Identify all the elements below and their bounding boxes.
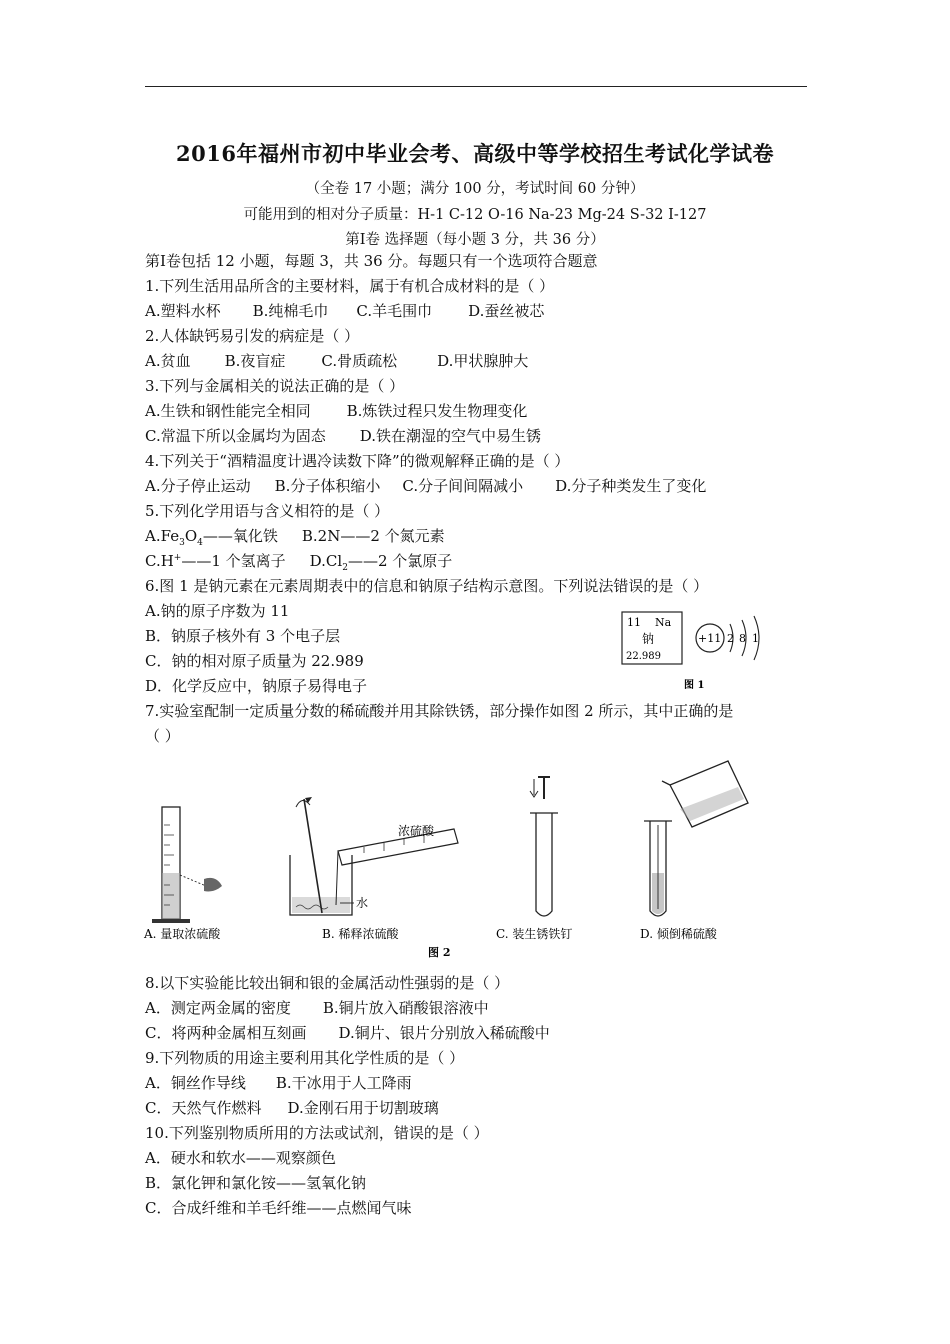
option-b: B.2N——2 个氮元素 (301, 527, 445, 545)
question-10-option-c: C．合成纤维和羊毛纤维——点燃闻气味 (145, 1199, 412, 1217)
caption-d: D. 倾倒稀硫酸 (640, 927, 717, 941)
question-9-options-cd (145, 1098, 439, 1118)
label-conc-acid: 浓硫酸 (398, 824, 435, 838)
option-d: $D.Cl_2——2$ 个氯原子 (309, 552, 453, 573)
option-c: C．将两种金属相互刻画 (145, 1024, 307, 1042)
option-d: D.蚕丝被芯 (468, 302, 545, 320)
caption-a: A. 量取浓硫酸 (144, 927, 221, 941)
option-b: B.纯棉毛巾 (252, 302, 329, 320)
option-d: D.金刚石用于切割玻璃 (287, 1099, 439, 1117)
option-b: B.夜盲症 (224, 352, 286, 370)
option-b: B.铜片放入硝酸银溶液中 (322, 999, 489, 1017)
option-a: A.分子停止运动 (145, 477, 251, 495)
question-8-options-ab (145, 998, 489, 1018)
question-6-option-a: A.钠的原子序数为 11 (145, 602, 290, 620)
option-a: A．测定两金属的密度 (145, 999, 291, 1017)
option-b: B.炼铁过程只发生物理变化 (346, 402, 528, 420)
element-symbol: Na (655, 616, 672, 629)
question-5-options-cd (145, 551, 452, 571)
question-2-options (145, 351, 528, 371)
question-5-options-ab (145, 526, 445, 546)
apparatus-a-cylinder (152, 807, 222, 923)
question-9-options-ab (145, 1073, 412, 1093)
option-a: A．铜丝作导线 (145, 1074, 246, 1092)
question-4-options (145, 476, 706, 496)
top-rule (145, 86, 807, 87)
question-10-option-a: A．硬水和软水——观察颜色 (145, 1149, 336, 1167)
section-heading: 第Ⅰ卷 选择题（每小题 3 分，共 36 分） (345, 232, 605, 248)
question-10-option-b: B．氯化钾和氯化铵——氢氧化钠 (145, 1174, 367, 1192)
down-arrow-icon (530, 779, 538, 797)
figure-2-caption: 图 2 (428, 946, 451, 959)
option-d: D.甲状腺肿大 (437, 352, 529, 370)
option-c: C.分子间间隔减小 (402, 477, 524, 495)
option-d: D.分子种类发生了变化 (555, 477, 707, 495)
apparatus-d-pouring (644, 761, 748, 916)
question-6-option-d: D．化学反应中，钠原子易得电子 (145, 677, 368, 695)
shell-3-electrons: 1 (752, 632, 759, 645)
question-9-stem: 9.下列物质的用途主要利用其化学性质的是（ ） (145, 1049, 465, 1067)
question-2-stem: 2.人体缺钙易引发的病症是（ ） (145, 327, 360, 345)
shell-2-electrons: 8 (739, 632, 746, 645)
option-b: B.干冰用于人工降雨 (275, 1074, 412, 1092)
question-6-option-b: B．钠原子核外有 3 个电子层 (145, 627, 341, 645)
option-c: C.H+——1 个氢离子 (145, 552, 286, 570)
atomic-number: 11 (627, 616, 641, 629)
apparatus-c-test-tube (530, 777, 558, 916)
option-c: C.骨质疏松 (321, 352, 398, 370)
question-1-options (145, 301, 544, 321)
option-c: C.常温下所以金属均为固态 (145, 427, 326, 445)
option-d: D.铁在潮湿的空气中易生锈 (359, 427, 541, 445)
question-1-stem: 1.下列生活用品所含的主要材料，属于有机合成材料的是（ ） (145, 277, 555, 295)
question-4-stem: 4.下列关于“酒精温度计遇冷读数下降”的微观解释正确的是（ ） (145, 452, 570, 470)
label-water: 水 (356, 896, 369, 910)
question-10-stem: 10.下列鉴别物质所用的方法或试剂，错误的是（ ） (145, 1124, 489, 1142)
eye-icon (204, 878, 222, 892)
question-7-stem: 7.实验室配制一定质量分数的稀硫酸并用其除铁锈，部分操作如图 2 所示，其中正确的是 (145, 702, 734, 720)
pouring-stream (336, 851, 338, 905)
option-a: A.塑料水杯 (145, 302, 221, 320)
nuclear-charge: +11 (698, 632, 722, 645)
option-a: A.生铁和钢性能完全相同 (145, 402, 311, 420)
option-b: B.分子体积缩小 (274, 477, 381, 495)
question-8-options-cd (145, 1023, 550, 1043)
figure-1 (612, 606, 792, 696)
option-a: A.贫血 (145, 352, 191, 370)
option-d: D.铜片、银片分别放入稀硫酸中 (338, 1024, 550, 1042)
paper-title: 2016年福州市初中毕业会考、高级中等学校招生考试化学试卷 (176, 141, 774, 166)
question-6-stem: 6.图 1 是钠元素在元素周期表中的信息和钠原子结构示意图。下列说法错误的是（ ） (145, 577, 709, 595)
question-8-stem: 8.以下实验能比较出铜和银的金属活动性强弱的是（ ） (145, 974, 510, 992)
exam-info: （全卷 17 小题；满分 100 分，考试时间 60 分钟） (305, 181, 645, 197)
option-a: $A.Fe_3O_4——$氧化铁 (145, 527, 278, 548)
option-c: C．天然气作燃料 (145, 1099, 262, 1117)
question-3-options-ab (145, 401, 527, 421)
atomic-mass: 22.989 (626, 651, 661, 662)
question-3-options-cd (145, 426, 541, 446)
figure-1-caption: 图 1 (684, 680, 705, 691)
question-7-stem-cont: （ ） (145, 727, 180, 745)
figure-2 (140, 755, 780, 965)
caption-c: C. 装生锈铁钉 (496, 927, 573, 941)
question-6-option-c: C．钠的相对原子质量为 22.989 (145, 652, 364, 670)
relative-masses: 可能用到的相对分子质量：H-1 C-12 O-16 Na-23 Mg-24 S-32 I-127 (243, 207, 707, 223)
question-5-stem: 5.下列化学用语与含义相符的是（ ） (145, 502, 390, 520)
glass-rod (304, 799, 322, 913)
question-3-stem: 3.下列与金属相关的说法正确的是（ ） (145, 377, 405, 395)
section-intro: 第Ⅰ卷包括 12 小题，每题 3，共 36 分。每题只有一个选项符合题意 (145, 252, 598, 270)
shell-1-electrons: 2 (727, 632, 734, 645)
element-name: 钠 (642, 632, 655, 646)
apparatus-b-beaker (290, 797, 458, 915)
option-c: C.羊毛围巾 (356, 302, 433, 320)
caption-b: B. 稀释浓硫酸 (322, 927, 399, 941)
